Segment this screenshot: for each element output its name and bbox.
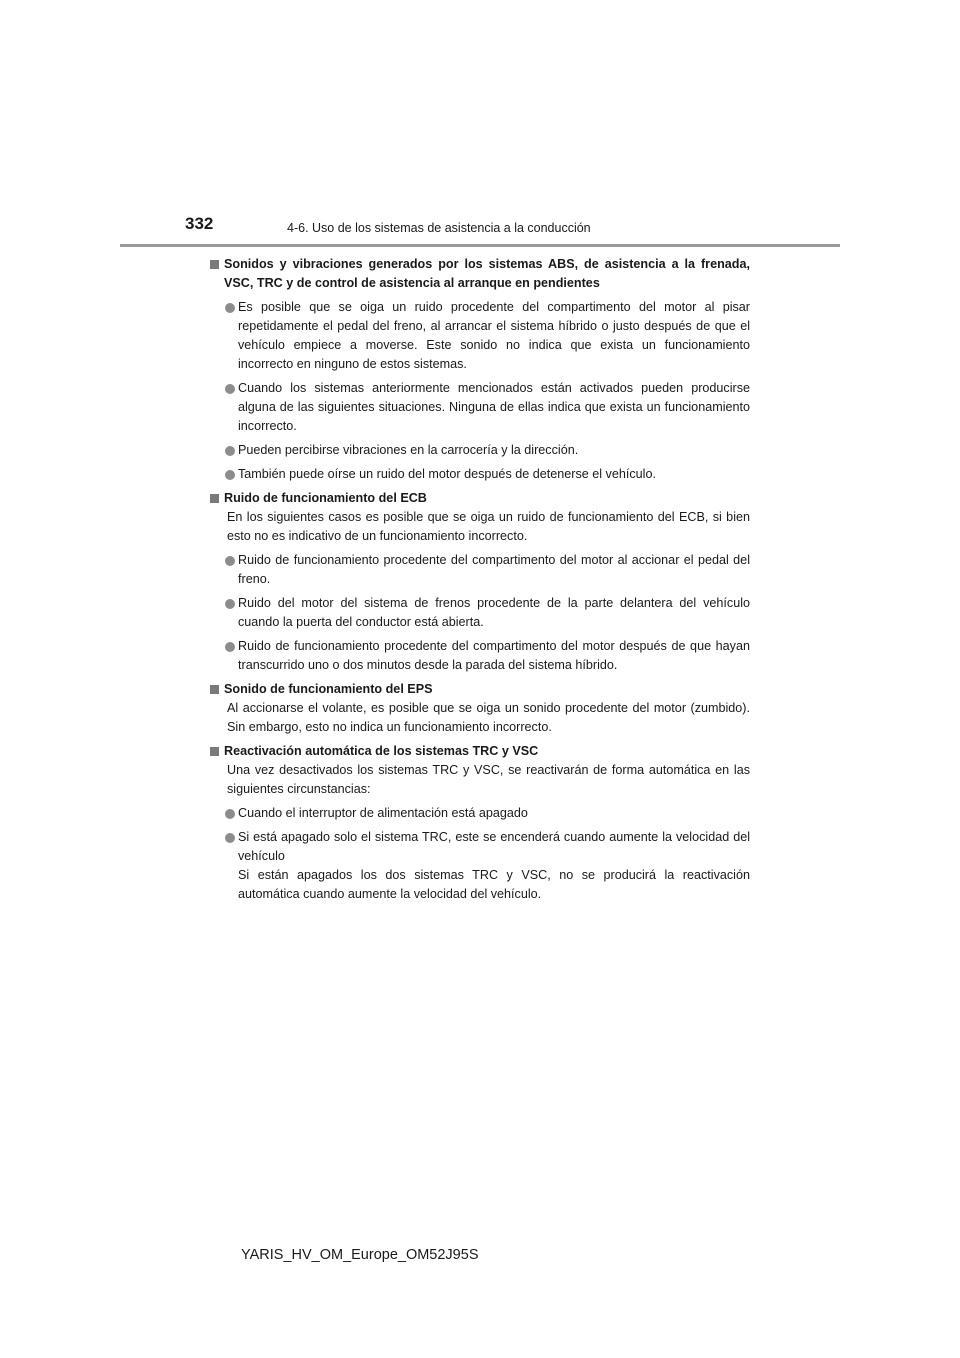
document-id-footer: YARIS_HV_OM_Europe_OM52J95S (241, 1247, 479, 1263)
list-item-text: Cuando los sistemas anteriormente mencionados están activados pueden producirse alguna de las siguientes situaciones. Ninguna de ellas indica que exista un funcionamiento incorrecto. (238, 381, 750, 433)
section-heading (210, 680, 750, 699)
round-bullet-icon (225, 809, 235, 819)
list-item-text: Ruido del motor del sistema de frenos procedente de la parte delantera del vehículo cuando la puerta del conductor está abierta. (238, 596, 750, 629)
list-item (210, 298, 750, 374)
section-paragraph: En los siguientes casos es posible que se oiga un ruido de funcionamiento del ECB, si bien esto no es indicativo de un funcionamiento incorrecto. (227, 510, 750, 543)
page-header (0, 0, 960, 250)
list-item (210, 828, 750, 904)
round-bullet-icon (225, 446, 235, 456)
list-item-note: Si están apagados los dos sistemas TRC y VSC, no se producirá la reactivación automática cuando aumente la velocidad del vehículo. (238, 868, 750, 901)
round-bullet-icon (225, 384, 235, 394)
list-item (210, 637, 750, 675)
list-item-text: Ruido de funcionamiento procedente del compartimento del motor después de que hayan transcurrido uno o dos minutos desde la parada del sistema híbrido. (238, 639, 750, 672)
square-bullet-icon (210, 747, 219, 756)
round-bullet-icon (225, 833, 235, 843)
section-heading-text: Ruido de funcionamiento del ECB (224, 491, 427, 505)
section-paragraph: Al accionarse el volante, es posible que se oiga un sonido procedente del motor (zumbido). Sin embargo, esto no indica un funcionamiento incorrecto. (227, 701, 750, 734)
list-item-text: Ruido de funcionamiento procedente del compartimento del motor al accionar el pedal del freno. (238, 553, 750, 586)
header-divider (120, 244, 840, 247)
page-number: 332 (185, 214, 214, 233)
list-item-text: También puede oírse un ruido del motor después de detenerse el vehículo. (238, 467, 656, 481)
section-title: 4-6. Uso de los sistemas de asistencia a la conducción (287, 221, 591, 235)
square-bullet-icon (210, 685, 219, 694)
section-heading (210, 742, 750, 761)
round-bullet-icon (225, 599, 235, 609)
section-heading-text: Sonido de funcionamiento del EPS (224, 682, 433, 696)
section-heading-text: Sonidos y vibraciones generados por los sistemas ABS, de asistencia a la frenada, VSC, TRC y de control de asistencia al arranque en pendientes (224, 257, 750, 290)
section-heading-text: Reactivación automática de los sistemas TRC y VSC (224, 744, 539, 758)
list-item (210, 465, 750, 484)
square-bullet-icon (210, 494, 219, 503)
list-item-text: Pueden percibirse vibraciones en la carrocería y la dirección. (238, 443, 579, 457)
list-item-text: Cuando el interruptor de alimentación está apagado (238, 806, 528, 820)
round-bullet-icon (225, 556, 235, 566)
list-item (210, 804, 750, 823)
section-heading (210, 489, 750, 508)
list-item (210, 551, 750, 589)
square-bullet-icon (210, 260, 219, 269)
list-item (210, 441, 750, 460)
round-bullet-icon (225, 303, 235, 313)
section-heading (210, 255, 750, 293)
round-bullet-icon (225, 470, 235, 480)
list-item (210, 594, 750, 632)
list-item-text: Si está apagado solo el sistema TRC, este se encenderá cuando aumente la velocidad del vehículo (238, 830, 750, 863)
round-bullet-icon (225, 642, 235, 652)
section-paragraph: Una vez desactivados los sistemas TRC y VSC, se reactivarán de forma automática en las siguientes circunstancias: (227, 763, 750, 796)
list-item (210, 379, 750, 436)
list-item-text: Es posible que se oiga un ruido procedente del compartimento del motor al pisar repetidamente el pedal del freno, al arrancar el sistema híbrido o justo después de que el vehículo empiece a moverse. Este sonido no indica que exista un funcionamiento incorrecto en ninguno de estos sistemas. (238, 300, 750, 371)
page-content (210, 253, 750, 904)
